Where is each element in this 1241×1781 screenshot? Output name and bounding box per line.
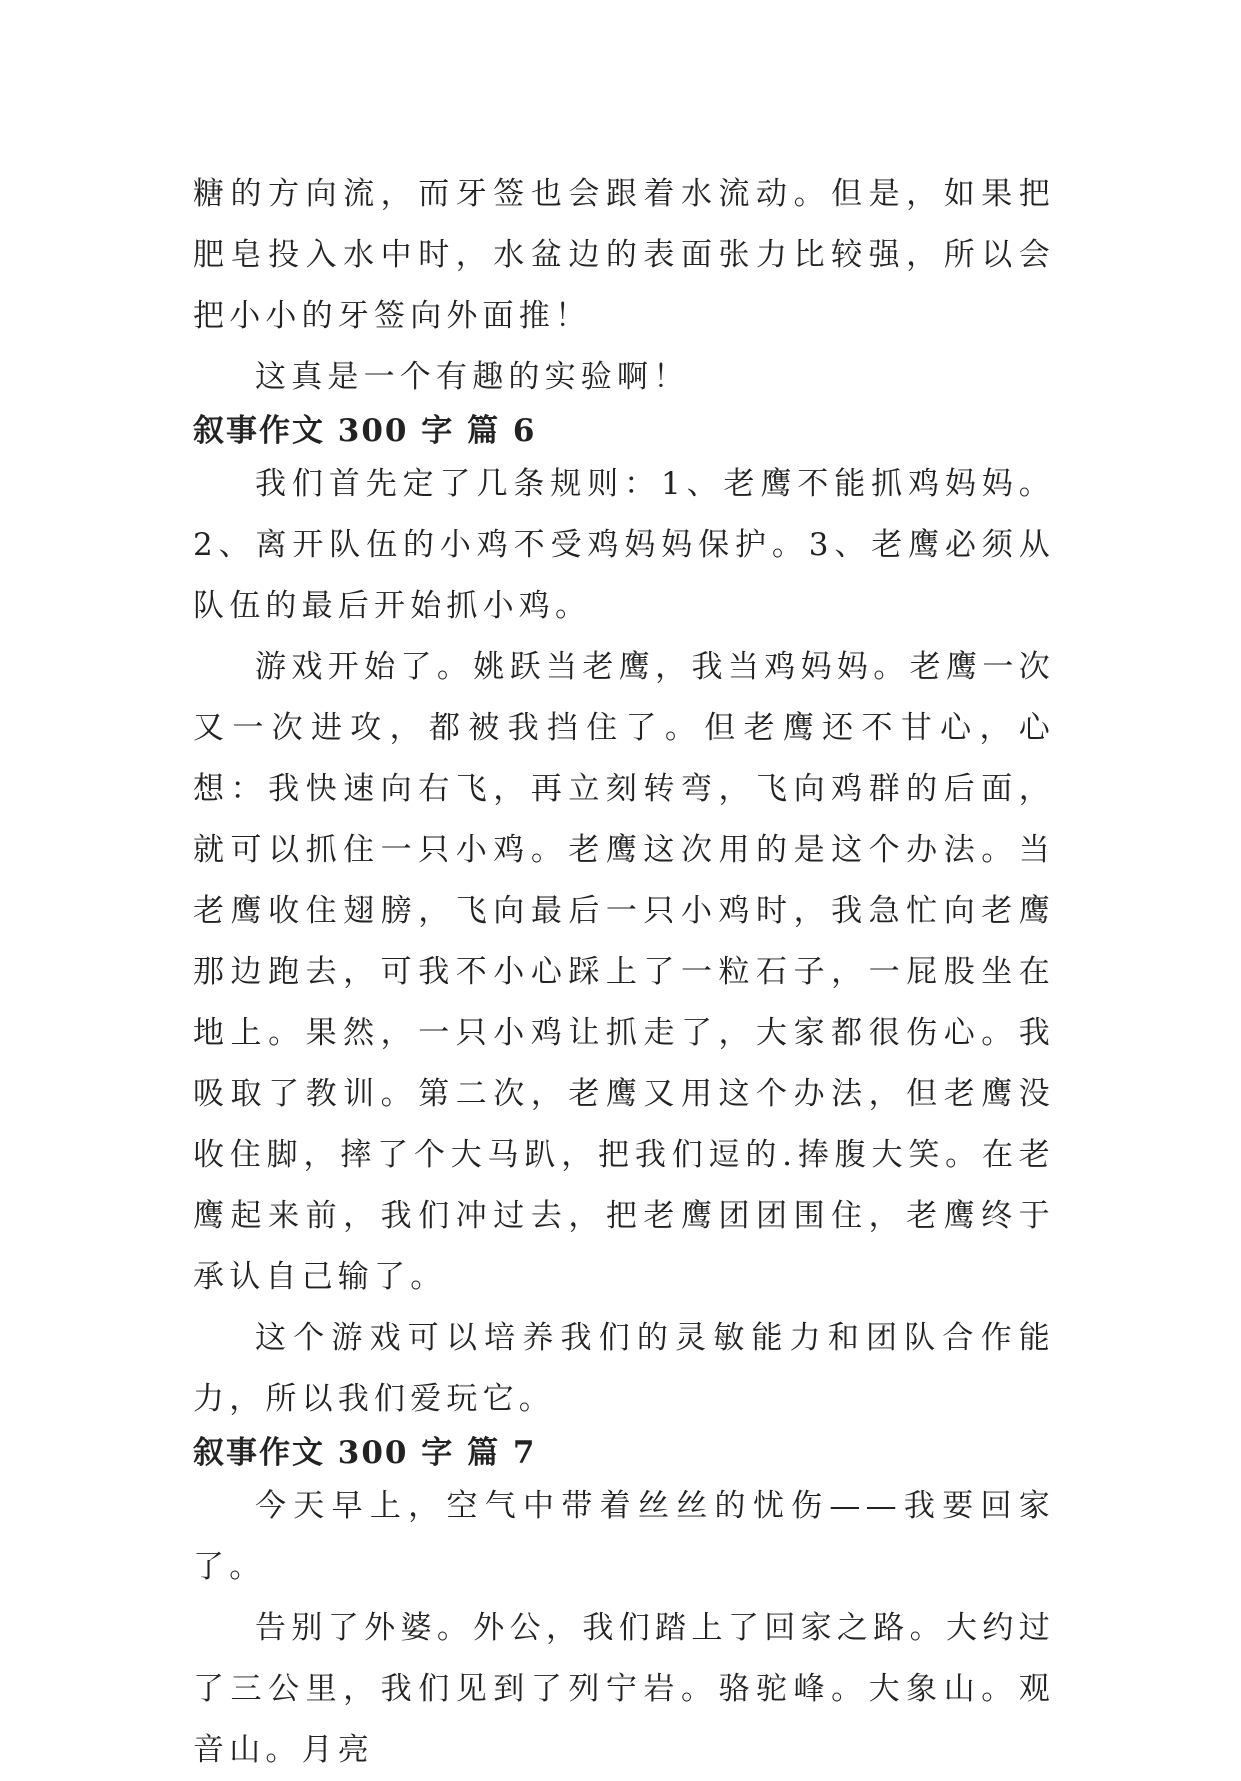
section-heading-6: 叙事作文 300 字 篇 6: [193, 413, 537, 449]
paragraph: 告别了外婆。外公，我们踏上了回家之路。大约过了三公里，我们见到了列宁岩。骆驼峰。大象山。观音山。月亮: [193, 1610, 1055, 1768]
paragraph: 这真是一个有趣的实验啊！: [255, 359, 690, 395]
paragraph: 今天早上，空气中带着丝丝的忧伤——我要回家了。: [193, 1488, 1055, 1585]
paragraph: 我们首先定了几条规则：1、老鹰不能抓鸡妈妈。2、离开队伍的小鸡不受鸡妈妈保护。3、老鹰必须从队伍的最后开始抓小鸡。: [193, 466, 1055, 624]
paragraph-continued: 糖的方向流，而牙签也会跟着水流动。但是，如果把肥皂投入水中时，水盆边的表面张力比较强，所以会把小小的牙签向外面推！: [193, 176, 1055, 334]
section-heading-7: 叙事作文 300 字 篇 7: [193, 1435, 537, 1471]
paragraph: 这个游戏可以培养我们的灵敏能力和团队合作能力，所以我们爱玩它。: [193, 1320, 1055, 1417]
document-body: [193, 164, 1055, 1781]
paragraph: 游戏开始了。姚跃当老鹰，我当鸡妈妈。老鹰一次又一次进攻，都被我挡住了。但老鹰还不甘心，心想：我快速向右飞，再立刻转弯，飞向鸡群的后面，就可以抓住一只小鸡。老鹰这次用的是这个办法。当老鹰收住翅膀，飞向最后一只小鸡时，我急忙向老鹰那边跑去，可我不小心踩上了一粒石子，一屁股坐在地上。果然，一只小鸡让抓走了，大家都很伤心。我吸取了教训。第二次，老鹰又用这个办法，但老鹰没收住脚，摔了个大马趴，把我们逗的.捧腹大笑。在老鹰起来前，我们冲过去，把老鹰团团围住，老鹰终于承认自己输了。: [193, 649, 1055, 1295]
